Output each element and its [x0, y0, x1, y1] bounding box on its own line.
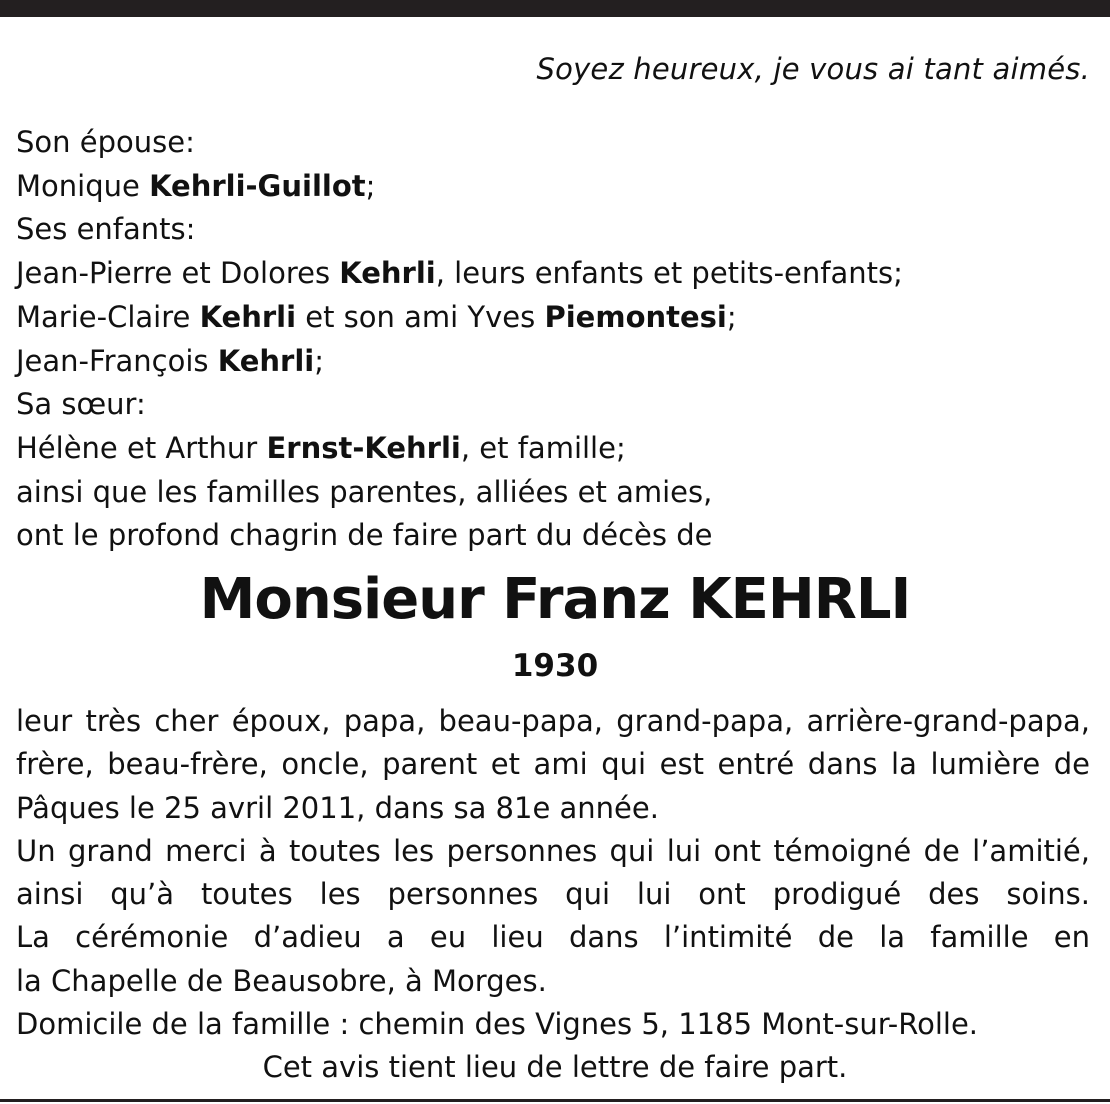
- surname: Kehrli: [199, 299, 297, 334]
- body-line: frère, beau-frère, oncle, parent et ami qui est entré dans la lumière de: [16, 747, 1090, 782]
- child-line: Marie-Claire Kehrli et son ami Yves Piemontesi;: [16, 299, 737, 334]
- surname: Kehrli-Guillot: [149, 168, 366, 203]
- bottom-border-rule: [0, 1099, 1110, 1102]
- body-line: Pâques le 25 avril 2011, dans sa 81e année.: [16, 790, 659, 825]
- announcement-line: ont le profond chagrin de faire part du décès de: [16, 518, 713, 553]
- motto-quote: Soyez heureux, je vous ai tant aimés.: [536, 52, 1090, 86]
- body-line: la Chapelle de Beausobre, à Morges.: [16, 963, 547, 998]
- spouse-line: Monique Kehrli-Guillot;: [16, 168, 376, 203]
- spouse-heading: Son épouse:: [16, 125, 195, 159]
- body-line: leur très cher époux, papa, beau-papa, grand-papa, arrière-grand-papa,: [16, 704, 1090, 738]
- surname: Piemontesi: [544, 299, 727, 334]
- announcement-body: [16, 700, 1090, 1046]
- sister-heading: Sa sœur:: [16, 387, 146, 422]
- top-border-bar: [0, 0, 1110, 17]
- sister-line: Hélène et Arthur Ernst-Kehrli, et famille;: [16, 430, 626, 465]
- body-line: ainsi qu’à toutes les personnes qui lui ont prodigué des soins.: [16, 877, 1090, 912]
- surname: Ernst-Kehrli: [266, 430, 461, 465]
- surname: Kehrli: [217, 343, 315, 378]
- relatives-line: ainsi que les familles parentes, alliées et amies,: [16, 474, 713, 509]
- child-line: Jean-François Kehrli;: [16, 343, 324, 378]
- children-heading: Ses enfants:: [16, 212, 196, 247]
- surname: Kehrli: [339, 256, 436, 291]
- birth-year: 1930: [511, 648, 599, 684]
- body-line: Un grand merci à toutes les personnes qui lui ont témoigné de l’amitié,: [16, 833, 1090, 868]
- body-line: La cérémonie d’adieu a eu lieu dans l’intimité de la famille en: [16, 920, 1090, 955]
- closing-note: Cet avis tient lieu de lettre de faire part.: [262, 1050, 848, 1084]
- child-line: Jean-Pierre et Dolores Kehrli, leurs enfants et petits-enfants;: [16, 256, 903, 291]
- body-line: Domicile de la famille : chemin des Vignes 5, 1185 Mont-sur-Rolle.: [16, 1007, 978, 1042]
- family-list: [16, 121, 1076, 558]
- deceased-name: Monsieur Franz KEHRLI: [199, 567, 911, 632]
